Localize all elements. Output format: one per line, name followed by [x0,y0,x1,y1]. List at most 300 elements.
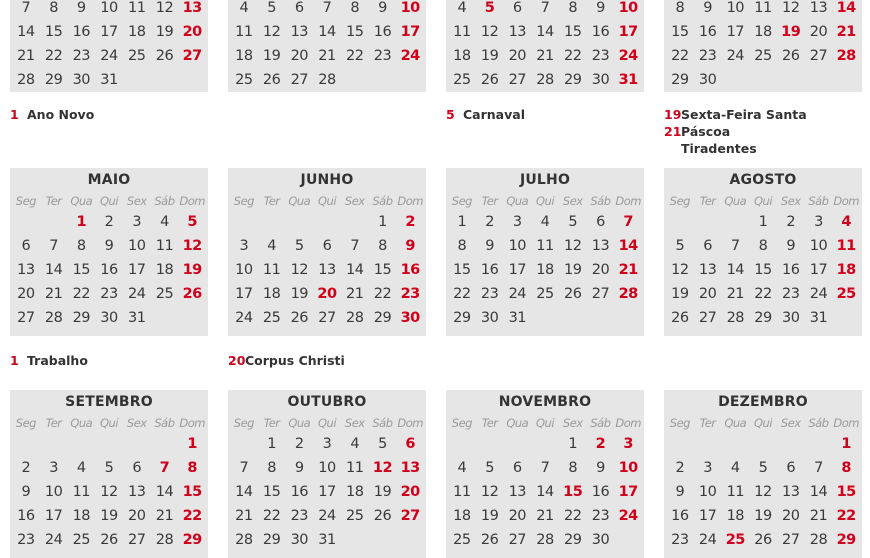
holiday-day: 21 [664,124,682,139]
week-row [10,258,208,282]
day-cell: 9 [378,0,387,16]
day-cell: 16 [591,24,610,40]
day-cell: 25 [453,532,471,548]
day-cell [230,432,258,456]
week-row [664,480,862,504]
day-cell: 17 [618,24,638,40]
day-cell: 26 [100,532,118,548]
day-cell: 21 [836,24,856,40]
day-cell: 17 [508,262,527,278]
weekday-label: Qui [535,194,555,208]
week-row [664,68,862,92]
day-cell: 7 [730,238,740,254]
month-card [446,168,644,336]
weekday-label: Qua [288,194,311,208]
day-cell: 12 [671,262,689,278]
week-row [446,480,644,504]
day-cell [587,306,615,330]
week-row [664,234,862,258]
day-cell: 9 [786,238,796,254]
day-cell [230,210,258,234]
month-card [228,390,426,558]
day-cell: 25 [836,286,856,302]
day-cell: 4 [457,0,467,16]
month-card [228,168,426,336]
day-cell: 31 [809,310,828,326]
day-cell: 28 [618,286,638,302]
day-cell: 9 [596,0,605,16]
week-row [10,432,208,456]
holiday-day: 1 [10,107,19,122]
weekday-label: Ter [699,416,716,430]
day-cell: 17 [726,24,745,40]
day-cell: 20 [508,48,527,64]
weekday-label: Sáb [808,416,829,430]
day-cell: 28 [318,72,336,88]
day-cell: 17 [100,24,118,40]
day-cell: 23 [400,286,420,302]
day-cell: 27 [182,48,202,64]
holiday-list [228,352,345,369]
day-cell: 16 [782,262,800,278]
day-cell: 10 [618,460,638,476]
day-cell: 16 [480,262,499,278]
day-cell: 27 [318,310,336,326]
weekday-label: Sáb [154,194,175,208]
weekday-label: Dom [615,416,641,430]
week-row [10,44,208,68]
day-cell: 1 [568,436,578,452]
day-cell: 4 [160,214,169,230]
weekday-label: Qui [753,194,773,208]
day-cell: 7 [49,238,58,254]
weekday-header [228,192,426,210]
day-cell: 8 [758,238,768,254]
day-cell: 23 [698,48,717,64]
day-cell: 16 [671,508,689,524]
weekday-label: Qua [70,416,93,430]
day-cell: 16 [290,484,309,500]
day-cell: 2 [21,460,31,476]
day-cell [614,528,642,552]
week-row [664,432,862,456]
day-cell: 20 [782,508,800,524]
day-cell: 15 [671,24,689,40]
day-cell [178,68,206,92]
day-cell: 17 [698,508,717,524]
day-cell: 23 [17,532,35,548]
day-cell: 2 [786,214,796,230]
day-cell: 24 [726,48,745,64]
day-cell [666,432,694,456]
weekday-label: Sex [780,194,801,208]
day-cell: 30 [698,72,717,88]
day-cell: 22 [564,48,582,64]
day-cell: 15 [72,262,91,278]
day-cell: 18 [72,508,91,524]
weekday-label: Qui [535,416,555,430]
day-cell: 23 [72,48,91,64]
day-cell: 17 [128,262,146,278]
day-cell: 10 [235,262,253,278]
day-cell: 8 [350,0,360,16]
day-cell: 21 [346,286,364,302]
week-row [664,20,862,44]
month-card [446,390,644,558]
holiday-item [664,106,807,123]
day-cell: 6 [512,0,522,16]
day-cell: 25 [262,310,281,326]
day-cell: 25 [725,532,745,548]
day-cell: 26 [480,532,499,548]
day-cell: 11 [836,238,856,254]
day-cell: 21 [235,508,253,524]
day-cell: 15 [453,262,471,278]
day-cell: 4 [457,460,467,476]
month-title: SETEMBRO [65,394,153,410]
day-cell: 1 [378,214,387,230]
day-cell: 8 [457,238,467,254]
holiday-name: Sexta-Feira Santa [681,107,807,122]
day-cell [258,210,286,234]
weekday-label: Dom [179,194,205,208]
day-cell: 7 [159,460,170,476]
holiday-day: 1 [10,353,19,368]
day-cell: 19 [182,262,202,278]
day-cell: 24 [809,286,828,302]
day-cell: 19 [781,24,801,40]
day-cell: 27 [290,72,309,88]
day-cell: 24 [400,48,420,64]
day-cell: 26 [564,286,582,302]
day-cell: 18 [235,48,253,64]
weekday-label: Seg [451,416,472,430]
day-cell: 18 [262,286,281,302]
day-cell: 17 [44,508,63,524]
day-cell: 10 [318,460,336,476]
day-cell: 9 [485,238,494,254]
day-cell: 17 [235,286,253,302]
day-cell [749,432,777,456]
day-cell: 1 [187,436,197,452]
weekday-label: Sex [126,194,147,208]
day-cell [476,432,504,456]
day-cell: 22 [262,508,281,524]
day-cell [95,432,123,456]
holiday-item [228,352,345,369]
day-cell: 15 [262,484,281,500]
day-cell: 10 [44,484,63,500]
day-cell: 21 [17,48,35,64]
day-cell: 15 [564,24,582,40]
day-cell: 12 [262,24,281,40]
day-cell [396,68,424,92]
week-row [446,234,644,258]
day-cell: 12 [290,262,309,278]
weekday-label: Qua [506,416,529,430]
day-cell: 27 [698,310,717,326]
day-cell: 27 [508,72,527,88]
day-cell: 24 [618,48,638,64]
weekday-label: Qui [753,416,773,430]
day-cell: 8 [76,238,86,254]
day-cell: 27 [17,310,35,326]
week-row [446,306,644,330]
day-cell [749,68,777,92]
day-cell: 23 [290,508,309,524]
day-cell: 23 [373,48,392,64]
day-cell: 11 [262,262,281,278]
day-cell: 23 [100,286,118,302]
month-title: OUTUBRO [287,394,367,410]
day-cell: 15 [182,484,202,500]
day-cell: 22 [72,286,91,302]
day-cell: 13 [591,238,610,254]
day-cell: 6 [405,436,415,452]
week-row [10,528,208,552]
week-row [446,432,644,456]
day-cell: 9 [76,0,86,16]
month-card [664,0,862,92]
holiday-name: Ano Novo [27,107,95,122]
week-row [10,282,208,306]
weekday-label: Qui [99,416,119,430]
day-cell: 29 [72,310,91,326]
day-cell: 25 [72,532,91,548]
day-cell: 25 [128,48,146,64]
week-row [446,504,644,528]
week-row [228,234,426,258]
day-cell: 22 [836,508,856,524]
day-cell [721,210,749,234]
weekday-label: Ter [45,194,62,208]
day-cell: 9 [294,460,304,476]
day-cell: 30 [72,72,91,88]
day-cell: 16 [72,24,91,40]
day-cell: 2 [675,460,685,476]
week-row [228,432,426,456]
weekday-label: Sáb [808,194,829,208]
day-cell: 13 [128,484,146,500]
day-cell: 21 [155,508,174,524]
day-cell: 10 [809,238,828,254]
day-cell: 8 [267,460,276,476]
day-cell: 30 [480,310,499,326]
week-row [446,282,644,306]
day-cell [40,210,68,234]
day-cell: 12 [754,484,772,500]
day-cell [666,210,694,234]
day-cell: 26 [290,310,309,326]
day-cell [396,528,424,552]
day-cell: 9 [21,484,31,500]
weekday-label: Dom [615,194,641,208]
day-cell: 24 [618,508,638,524]
day-cell: 20 [290,48,309,64]
day-cell: 22 [346,48,364,64]
day-cell: 24 [128,286,146,302]
week-row [10,456,208,480]
day-cell: 11 [453,24,471,40]
day-cell: 8 [675,0,685,16]
day-cell: 19 [564,262,582,278]
week-row [10,0,208,20]
day-cell: 15 [373,262,392,278]
day-cell: 21 [536,48,554,64]
day-cell: 14 [536,24,554,40]
day-cell: 23 [480,286,499,302]
day-cell: 21 [618,262,638,278]
week-row [446,44,644,68]
day-cell: 17 [400,24,420,40]
day-cell: 24 [318,508,336,524]
day-cell: 16 [100,262,118,278]
day-cell: 26 [373,508,392,524]
day-cell: 11 [72,484,91,500]
day-cell: 20 [317,286,337,302]
day-cell: 16 [698,24,717,40]
day-cell: 22 [564,508,582,524]
day-cell: 17 [618,484,638,500]
week-row [664,456,862,480]
day-cell: 9 [596,460,605,476]
day-cell: 29 [44,72,63,88]
month-title: JUNHO [300,172,354,188]
day-cell: 2 [405,214,415,230]
week-row [228,504,426,528]
day-cell [832,306,860,330]
day-cell: 13 [782,484,800,500]
day-cell: 5 [675,238,685,254]
day-cell: 2 [294,436,304,452]
week-row [446,456,644,480]
week-row [228,282,426,306]
day-cell: 17 [318,484,336,500]
day-cell: 8 [568,460,578,476]
day-cell [313,210,341,234]
day-cell: 7 [814,460,823,476]
day-cell: 18 [128,24,146,40]
day-cell: 6 [294,0,304,16]
holiday-list [10,106,94,123]
day-cell: 21 [318,48,336,64]
day-cell [341,210,369,234]
day-cell: 27 [809,48,828,64]
day-cell: 11 [235,24,253,40]
month-title: NOVEMBRO [498,394,592,410]
day-cell [503,432,531,456]
day-cell: 21 [536,508,554,524]
day-cell: 13 [182,0,202,16]
weekday-label: Dom [833,416,859,430]
holiday-item [664,123,807,140]
day-cell: 10 [508,238,527,254]
weekday-label: Qua [506,194,529,208]
weekday-label: Seg [15,194,36,208]
weekday-label: Seg [669,416,690,430]
day-cell: 23 [671,532,689,548]
day-cell: 24 [100,48,118,64]
month-card [10,390,208,558]
day-cell: 11 [726,484,745,500]
day-cell: 8 [49,0,58,16]
weekday-label: Qua [724,194,747,208]
weekday-label: Ter [45,416,62,430]
day-cell: 7 [623,214,633,230]
day-cell: 1 [76,214,87,230]
week-row [446,68,644,92]
day-cell: 30 [400,310,420,326]
day-cell: 29 [182,532,202,548]
weekday-label: Dom [397,194,423,208]
day-cell: 9 [104,238,114,254]
week-row [228,20,426,44]
day-cell: 11 [536,238,554,254]
day-cell [341,528,369,552]
weekday-label: Qua [70,194,93,208]
day-cell: 8 [568,0,578,16]
day-cell: 21 [809,508,828,524]
day-cell: 28 [809,532,828,548]
week-row [228,306,426,330]
week-row [10,504,208,528]
day-cell: 20 [809,24,828,40]
day-cell: 13 [318,262,336,278]
holiday-name: Trabalho [27,353,88,368]
day-cell: 24 [508,286,527,302]
week-row [10,234,208,258]
day-cell: 22 [373,286,392,302]
day-cell: 1 [457,214,467,230]
day-cell [832,68,860,92]
day-cell [614,306,642,330]
day-cell: 14 [726,262,745,278]
day-cell: 13 [17,262,35,278]
weekday-label: Sex [344,416,365,430]
week-row [664,210,862,234]
day-cell: 3 [49,460,58,476]
week-row [664,504,862,528]
day-cell: 6 [512,460,522,476]
day-cell: 30 [290,532,309,548]
weekday-label: Sex [344,194,365,208]
day-cell: 20 [698,286,717,302]
day-cell: 13 [809,0,828,16]
day-cell: 18 [536,262,554,278]
day-cell [151,68,179,92]
day-cell: 26 [754,532,772,548]
day-cell: 22 [44,48,63,64]
month-title: JULHO [519,172,571,188]
day-cell: 10 [698,484,717,500]
day-cell: 14 [17,24,35,40]
holiday-name: Carnaval [463,107,525,122]
weekday-header [228,414,426,432]
day-cell [805,432,833,456]
day-cell [123,68,151,92]
weekday-label: Seg [15,416,36,430]
day-cell: 25 [453,72,471,88]
weekday-label: Sex [780,416,801,430]
day-cell: 24 [44,532,63,548]
day-cell: 23 [591,48,610,64]
day-cell: 20 [400,484,420,500]
holiday-day: 20 [228,353,246,368]
day-cell: 3 [132,214,142,230]
day-cell: 3 [239,238,249,254]
day-cell: 27 [782,532,800,548]
month-title: DEZEMBRO [718,394,808,410]
